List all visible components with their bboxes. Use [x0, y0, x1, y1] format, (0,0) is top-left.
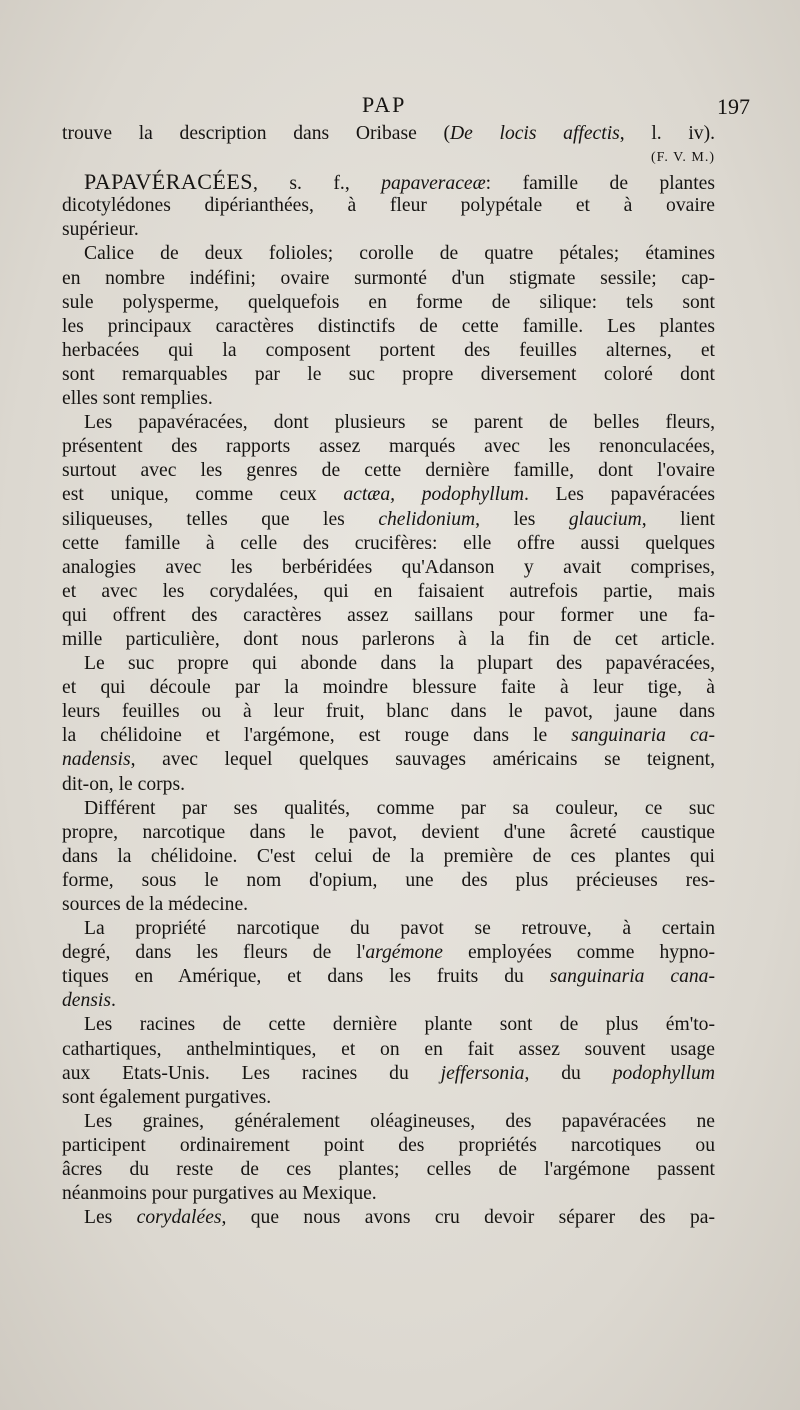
text-line	[62, 1206, 715, 1230]
italic-term: sanguinaria cana-	[549, 966, 715, 988]
entry-headword: PAPAVÉRACÉES	[84, 169, 254, 195]
text-segment: La propriété narcotique du pavot se retrouve, à certain	[84, 918, 715, 940]
text-segment: Les graines, généralement oléagineuses, des papavéracées ne	[84, 1110, 715, 1132]
text-segment: Les racines de cette dernière plante sont de plus ém'to-	[84, 1014, 715, 1036]
text-segment: présentent des rapports assez marqués avec les renonculacées,	[62, 436, 715, 458]
text-line	[62, 532, 715, 556]
text-segment: cette famille à celle des crucifères: elle offre aussi quelques	[62, 532, 715, 554]
text-line	[62, 267, 715, 291]
text-segment: , les	[475, 508, 569, 530]
text-segment: les principaux caractères distinctifs de cette famille. Les plantes	[62, 315, 715, 337]
text-line	[62, 194, 715, 218]
text-line	[62, 435, 715, 459]
text-line	[62, 989, 715, 1013]
text-segment: Le suc propre qui abonde dans la plupart des papavéracées,	[84, 653, 715, 675]
text-segment: sont également purgatives.	[62, 1086, 272, 1108]
text-line	[62, 146, 715, 170]
text-segment: analogies avec les berbéridées qu'Adanson y avait comprises,	[62, 556, 715, 578]
text-line	[62, 339, 715, 363]
text-segment: sources de la médecine.	[62, 894, 249, 915]
text-line	[62, 411, 715, 435]
italic-term: chelidonium	[378, 508, 476, 530]
text-segment: leurs feuilles ou à leur fruit, blanc dans le pavot, jaune dans	[62, 701, 715, 723]
text-line	[62, 1038, 715, 1062]
text-segment: surtout avec les genres de cette dernière famille, dont l'ovaire	[62, 460, 715, 482]
text-segment: Différent par ses qualités, comme par sa couleur, ce suc	[84, 797, 715, 819]
text-segment: et qui découle par la moindre blessure faite à leur tige, à	[62, 677, 715, 699]
text-line	[62, 387, 715, 411]
text-segment: Calice de deux folioles; corolle de quatre pétales; étamines	[84, 243, 715, 265]
text-line	[62, 1182, 715, 1206]
running-head: PAP	[362, 92, 407, 117]
text-segment: employées comme hypno-	[442, 942, 716, 964]
text-line	[62, 218, 715, 242]
text-line	[62, 1013, 715, 1037]
text-segment: sont remarquables par le suc propre diversement coloré dont	[62, 363, 715, 385]
text-line	[62, 291, 715, 315]
text-line	[62, 483, 715, 507]
text-line	[62, 652, 715, 676]
body-text	[62, 122, 715, 1230]
text-line	[62, 604, 715, 628]
italic-term: glaucium	[568, 508, 642, 530]
text-segment: la chélidoine et l'argémone, est rouge dans le	[62, 725, 572, 747]
text-segment: supérieur.	[62, 219, 139, 241]
text-line	[62, 845, 715, 869]
text-segment: néanmoins pour purgatives au Mexique.	[62, 1183, 377, 1205]
italic-term: podophyllum	[612, 1062, 716, 1084]
text-line	[62, 773, 715, 797]
text-segment: dicotylédones dipérianthées, à fleur polypétale et à ovaire	[62, 195, 715, 217]
text-segment: propre, narcotique dans le pavot, devient d'une âcreté caustique	[62, 821, 715, 843]
text-segment: , avec lequel quelques sauvages américains se teignent,	[130, 749, 715, 771]
page-number: 197	[717, 94, 750, 119]
page-header	[60, 92, 750, 120]
text-segment: , du	[524, 1062, 613, 1084]
text-line	[62, 1062, 715, 1086]
text-segment: sule polysperme, quelquefois en forme de silique: tels sont	[62, 291, 715, 313]
text-segment: mille particulière, dont nous parlerons à la fin de cet article.	[62, 628, 715, 650]
italic-term: actæa, podophyllum	[343, 484, 525, 506]
text-line	[62, 700, 715, 724]
text-line	[62, 459, 715, 483]
italic-term: densis	[62, 990, 111, 1012]
text-segment: siliqueuses, telles que les	[62, 508, 379, 530]
text-line	[62, 628, 715, 652]
text-segment: , l. iv).	[619, 123, 716, 144]
italic-term: argémone	[365, 942, 443, 964]
text-line	[62, 363, 715, 387]
text-segment: .	[110, 990, 116, 1012]
text-line	[62, 748, 715, 772]
italic-term: jeffersonia	[440, 1062, 525, 1084]
text-segment: est unique, comme ceux	[62, 484, 344, 506]
text-segment: , que nous avons cru devoir séparer des pa-	[221, 1207, 715, 1229]
italic-term: De locis affectis	[449, 123, 620, 144]
text-segment: aux Etats-Unis. Les racines du	[62, 1062, 441, 1084]
text-line	[62, 1134, 715, 1158]
text-segment: en nombre indéfini; ovaire surmonté d'un stigmate sessile; cap-	[62, 267, 715, 289]
text-segment: degré, dans les fleurs de l'	[62, 942, 366, 964]
text-line	[62, 797, 715, 821]
text-segment: (F. V. M.)	[651, 150, 715, 166]
text-segment: et avec les corydalées, qui en faisaient autrefois partie, mais	[62, 580, 715, 602]
text-line	[62, 869, 715, 893]
text-segment: , s. f.,	[253, 173, 382, 195]
italic-term: corydalées	[136, 1207, 222, 1229]
text-segment: tiques en Amérique, et dans les fruits du	[62, 966, 550, 988]
text-segment: âcres du reste de ces plantes; celles de l'argémone passent	[62, 1159, 715, 1181]
text-line	[62, 724, 715, 748]
italic-term: papaveraceæ	[381, 173, 486, 195]
text-segment: trouve la description dans Oribase (	[62, 123, 450, 144]
text-line	[62, 242, 715, 266]
text-segment: elles sont remplies.	[62, 388, 213, 410]
text-segment: dans la chélidoine. C'est celui de la première de ces plantes qui	[62, 845, 715, 867]
text-line	[62, 508, 715, 532]
text-segment: . Les papavéracées	[524, 484, 715, 506]
text-segment: forme, sous le nom d'opium, une des plus précieuses res-	[62, 869, 715, 891]
text-line	[62, 893, 715, 917]
text-segment: dit-on, le corps.	[62, 773, 185, 795]
text-segment: : famille de plantes	[485, 173, 715, 195]
text-segment: , lient	[641, 508, 715, 530]
text-line	[62, 965, 715, 989]
text-line	[62, 1086, 715, 1110]
text-line	[62, 941, 715, 965]
text-line	[62, 917, 715, 941]
text-segment: participent ordinairement point des propriétés narcotiques ou	[62, 1134, 715, 1156]
text-line	[62, 676, 715, 700]
text-line	[62, 1158, 715, 1182]
text-segment: herbacées qui la composent portent des feuilles alternes, et	[62, 339, 715, 361]
text-line	[62, 170, 715, 194]
text-line	[62, 556, 715, 580]
text-line	[62, 821, 715, 845]
text-segment: qui offrent des caractères assez saillans pour former une fa-	[62, 604, 715, 626]
italic-term: sanguinaria ca-	[571, 725, 715, 747]
text-segment: cathartiques, anthelmintiques, et on en fait assez souvent usage	[62, 1038, 715, 1060]
text-line	[62, 580, 715, 604]
text-line	[62, 1110, 715, 1134]
text-line	[62, 122, 715, 146]
text-segment: Les papavéracées, dont plusieurs se parent de belles fleurs,	[84, 412, 715, 434]
italic-term: nadensis	[62, 749, 131, 771]
text-segment: Les	[84, 1207, 137, 1229]
text-line	[62, 315, 715, 339]
